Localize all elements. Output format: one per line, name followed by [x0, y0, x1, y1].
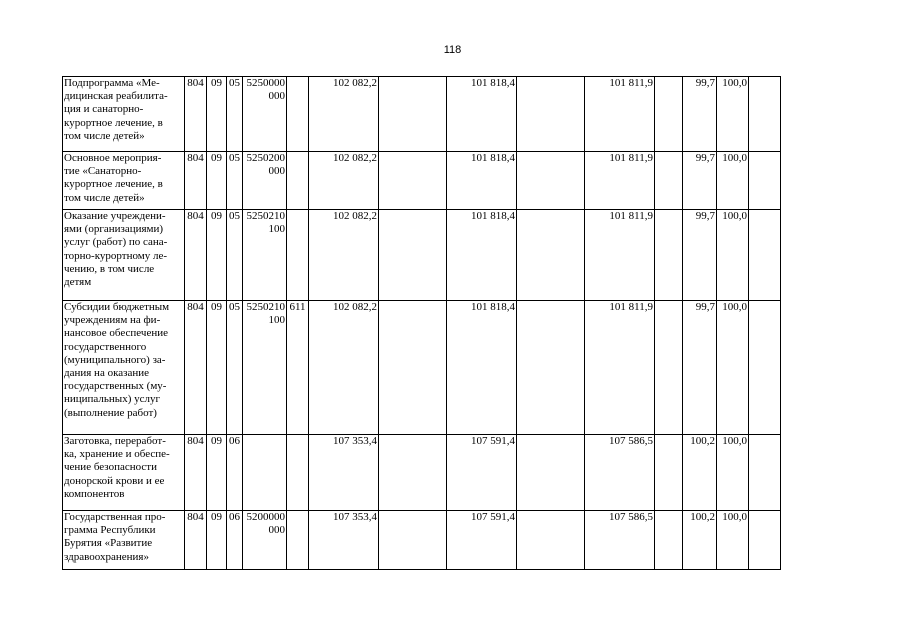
table-row	[63, 301, 781, 435]
section-code-cell: 09	[207, 77, 227, 152]
empty-cell	[655, 152, 683, 210]
plan-amount-cell: 107 353,4	[309, 511, 379, 570]
percent-of-refined-cell: 100,0	[717, 301, 749, 435]
refined-amount-cell: 107 591,4	[447, 511, 517, 570]
row-name-cell: Основное мероприя- тие «Санаторно- курортное лечение, в том числе детей»	[63, 152, 185, 210]
table-row	[63, 77, 781, 152]
ministry-code-cell: 804	[185, 435, 207, 511]
empty-cell	[379, 301, 447, 435]
empty-cell	[379, 77, 447, 152]
percent-of-refined-cell: 100,0	[717, 435, 749, 511]
section-code-cell: 09	[207, 511, 227, 570]
plan-amount-cell: 102 082,2	[309, 152, 379, 210]
empty-cell	[655, 435, 683, 511]
refined-amount-cell: 107 591,4	[447, 435, 517, 511]
percent-of-refined-cell: 100,0	[717, 210, 749, 301]
executed-amount-cell: 101 811,9	[585, 301, 655, 435]
ministry-code-cell: 804	[185, 77, 207, 152]
budget-table	[62, 76, 781, 570]
empty-cell	[655, 77, 683, 152]
empty-cell	[517, 77, 585, 152]
empty-cell	[379, 511, 447, 570]
empty-cell	[517, 210, 585, 301]
empty-cell	[517, 152, 585, 210]
expense-type-cell	[287, 511, 309, 570]
empty-cell	[655, 511, 683, 570]
target-article-cell: 5250210 100	[243, 301, 287, 435]
row-name-cell: Оказание учреждени- ями (организациями) услуг (работ) по сана- торно-курортному ле- чению, в том числе детям	[63, 210, 185, 301]
executed-amount-cell: 101 811,9	[585, 152, 655, 210]
ministry-code-cell: 804	[185, 152, 207, 210]
empty-cell	[749, 152, 781, 210]
subsection-code-cell: 06	[227, 435, 243, 511]
ministry-code-cell: 804	[185, 210, 207, 301]
ministry-code-cell: 804	[185, 301, 207, 435]
refined-amount-cell: 101 818,4	[447, 301, 517, 435]
section-code-cell: 09	[207, 210, 227, 301]
empty-cell	[749, 435, 781, 511]
empty-cell	[749, 77, 781, 152]
plan-amount-cell: 102 082,2	[309, 77, 379, 152]
plan-amount-cell: 102 082,2	[309, 210, 379, 301]
empty-cell	[655, 210, 683, 301]
executed-amount-cell: 107 586,5	[585, 511, 655, 570]
percent-of-refined-cell: 100,0	[717, 152, 749, 210]
subsection-code-cell: 05	[227, 301, 243, 435]
row-name-cell: Подпрограмма «Ме- дицинская реабилита- ция и санаторно- курортное лечение, в том числе детей»	[63, 77, 185, 152]
percent-of-refined-cell: 100,0	[717, 77, 749, 152]
empty-cell	[379, 435, 447, 511]
executed-amount-cell: 101 811,9	[585, 210, 655, 301]
target-article-cell	[243, 435, 287, 511]
expense-type-cell	[287, 210, 309, 301]
refined-amount-cell: 101 818,4	[447, 152, 517, 210]
table-row	[63, 511, 781, 570]
empty-cell	[379, 210, 447, 301]
empty-cell	[517, 435, 585, 511]
empty-cell	[749, 210, 781, 301]
section-code-cell: 09	[207, 301, 227, 435]
table-row	[63, 210, 781, 301]
percent-of-plan-cell: 99,7	[683, 152, 717, 210]
row-name-cell: Заготовка, переработ- ка, хранение и обеспе- чение безопасности донорской крови и ее компонентов	[63, 435, 185, 511]
percent-of-plan-cell: 100,2	[683, 511, 717, 570]
subsection-code-cell: 05	[227, 152, 243, 210]
target-article-cell: 5250200 000	[243, 152, 287, 210]
page-number: 118	[443, 44, 462, 56]
subsection-code-cell: 06	[227, 511, 243, 570]
empty-cell	[655, 301, 683, 435]
ministry-code-cell: 804	[185, 511, 207, 570]
subsection-code-cell: 05	[227, 77, 243, 152]
section-code-cell: 09	[207, 435, 227, 511]
table-row	[63, 435, 781, 511]
target-article-cell: 5200000 000	[243, 511, 287, 570]
row-name-cell: Субсидии бюджетным учреждениям на фи- нансовое обеспечение государственного (муниципального) за- дания на оказание государственных (му- ниципальных) услуг (выполнение работ)	[63, 301, 185, 435]
percent-of-plan-cell: 99,7	[683, 210, 717, 301]
plan-amount-cell: 102 082,2	[309, 301, 379, 435]
percent-of-refined-cell: 100,0	[717, 511, 749, 570]
percent-of-plan-cell: 99,7	[683, 77, 717, 152]
table-row	[63, 152, 781, 210]
expense-type-cell	[287, 152, 309, 210]
target-article-cell: 5250000 000	[243, 77, 287, 152]
empty-cell	[749, 511, 781, 570]
target-article-cell: 5250210 100	[243, 210, 287, 301]
expense-type-cell	[287, 77, 309, 152]
empty-cell	[517, 301, 585, 435]
empty-cell	[517, 511, 585, 570]
expense-type-cell	[287, 435, 309, 511]
percent-of-plan-cell: 100,2	[683, 435, 717, 511]
empty-cell	[749, 301, 781, 435]
refined-amount-cell: 101 818,4	[447, 77, 517, 152]
plan-amount-cell: 107 353,4	[309, 435, 379, 511]
executed-amount-cell: 107 586,5	[585, 435, 655, 511]
refined-amount-cell: 101 818,4	[447, 210, 517, 301]
row-name-cell: Государственная про- грамма Республики Бурятия «Развитие здравоохранения»	[63, 511, 185, 570]
empty-cell	[379, 152, 447, 210]
subsection-code-cell: 05	[227, 210, 243, 301]
executed-amount-cell: 101 811,9	[585, 77, 655, 152]
percent-of-plan-cell: 99,7	[683, 301, 717, 435]
expense-type-cell: 611	[287, 301, 309, 435]
section-code-cell: 09	[207, 152, 227, 210]
